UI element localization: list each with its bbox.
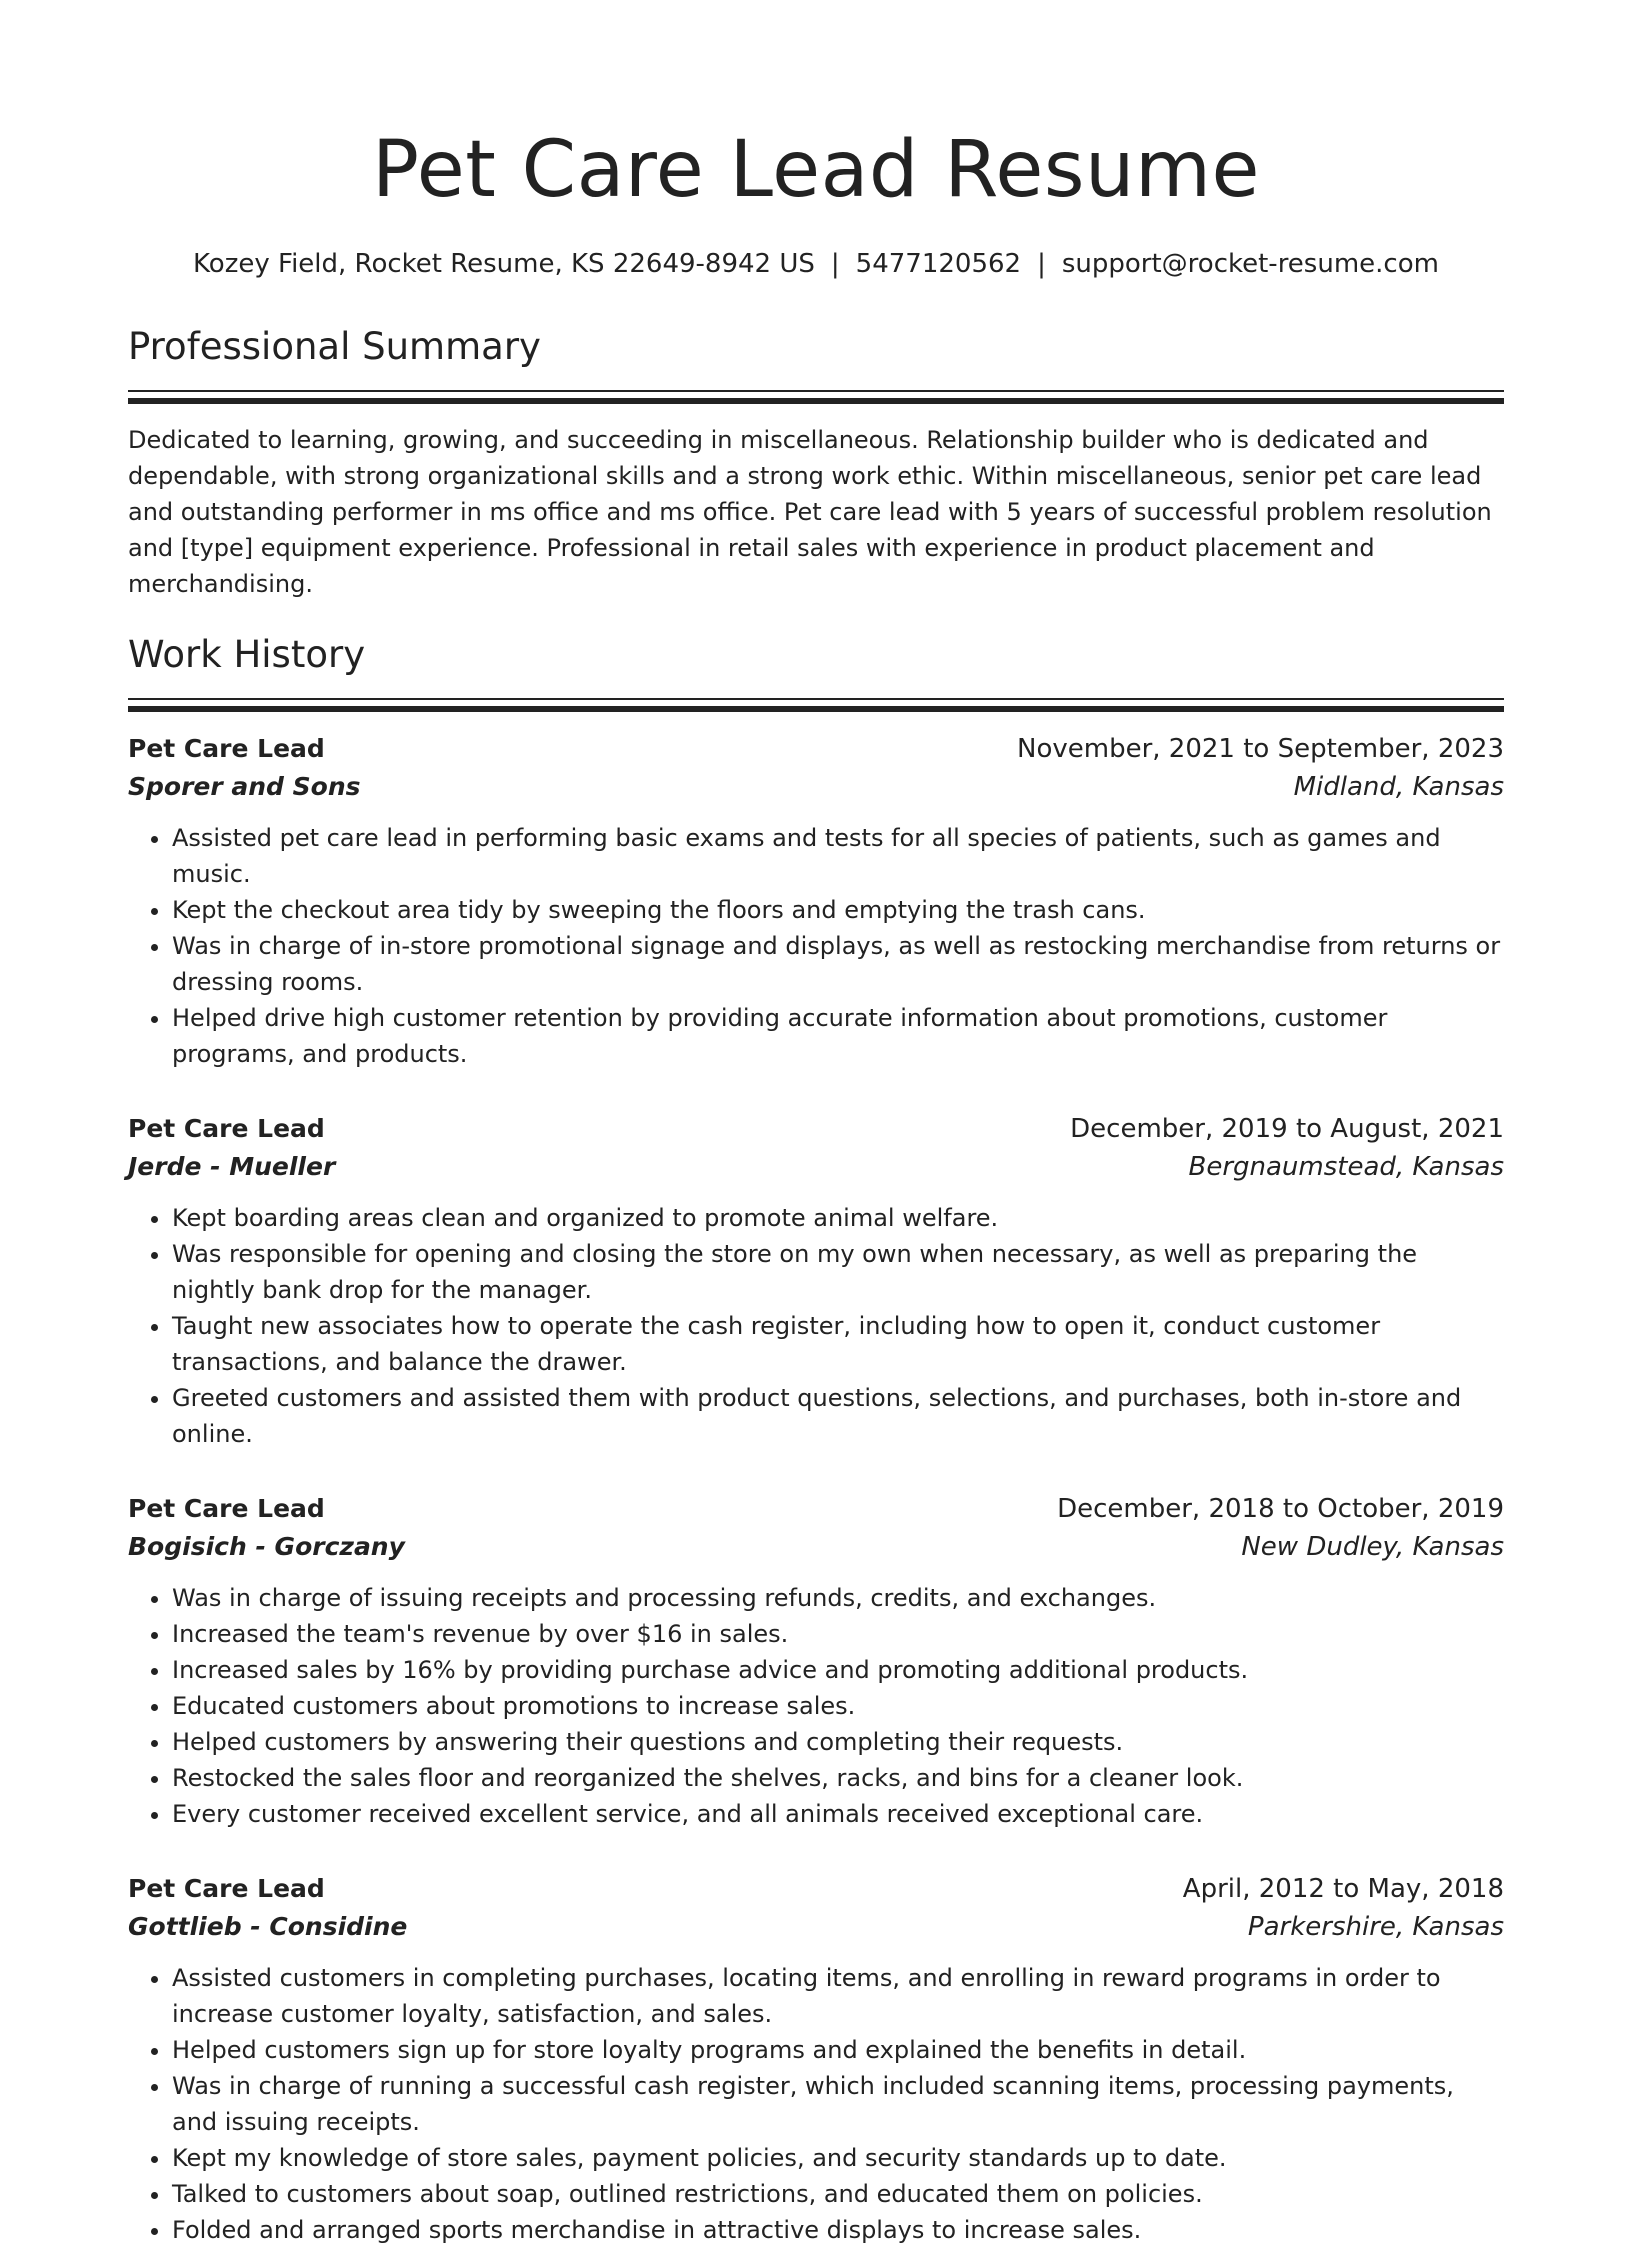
- job-bullet: • Taught new associates how to operate the cash register, including how to open it, conduct customer transactions, and balance the drawer.: [172, 1308, 1504, 1380]
- job-bullet: • Was in charge of running a successful cash register, which included scanning items, processing payments, and issuing receipts.: [172, 2068, 1504, 2140]
- job-company: Jerde - Mueller: [128, 1152, 336, 1181]
- job-title: Pet Care Lead: [128, 1874, 325, 1903]
- job-bullet: • Kept boarding areas clean and organized to promote animal welfare.: [172, 1200, 1504, 1236]
- job-title: Pet Care Lead: [128, 1114, 325, 1143]
- job-bullet: • Kept the checkout area tidy by sweeping the floors and emptying the trash cans.: [172, 892, 1504, 928]
- contact-line: [128, 246, 1504, 282]
- job-bullet: • Greeted customers and assisted them with product questions, selections, and purchases, both in-store and online.: [172, 1380, 1504, 1452]
- contact-email: support@rocket-resume.com: [1061, 249, 1439, 279]
- job-title: Pet Care Lead: [128, 1494, 325, 1523]
- job-header-row: [128, 1490, 1504, 1528]
- job-bullet: • Was responsible for opening and closing the store on my own when necessary, as well as preparing the nightly bank drop for the manager.: [172, 1236, 1504, 1308]
- job-bullet: • Helped customers by answering their questions and completing their requests.: [172, 1724, 1504, 1760]
- job-dates: November, 2021 to September, 2023: [1017, 734, 1504, 764]
- job-bullet: • Every customer received excellent service, and all animals received exceptional care.: [172, 1796, 1504, 1832]
- job-company-row: [128, 1528, 1504, 1566]
- job-bullet-list: [128, 1960, 1504, 2248]
- job-bullet: • Kept my knowledge of store sales, payment policies, and security standards up to date.: [172, 2140, 1504, 2176]
- summary-heading: Professional Summary: [128, 325, 541, 368]
- job-entry: [128, 1870, 1504, 2248]
- job-bullet-list: [128, 1200, 1504, 1452]
- job-bullet: • Helped customers sign up for store loyalty programs and explained the benefits in detail.: [172, 2032, 1504, 2068]
- job-bullet: • Helped drive high customer retention by providing accurate information about promotions, customer programs, and products.: [172, 1000, 1504, 1072]
- section-divider-thin: [128, 698, 1504, 700]
- section-divider-thick: [128, 706, 1504, 712]
- job-company: Gottlieb - Considine: [128, 1912, 408, 1941]
- job-bullet: • Assisted pet care lead in performing basic exams and tests for all species of patients, such as games and music.: [172, 820, 1504, 892]
- job-bullet: • Increased the team's revenue by over $16 in sales.: [172, 1616, 1504, 1652]
- section-divider-thick: [128, 398, 1504, 404]
- job-bullet: • Talked to customers about soap, outlined restrictions, and educated them on policies.: [172, 2176, 1504, 2212]
- job-location: Parkershire, Kansas: [1247, 1912, 1504, 1942]
- job-dates: December, 2019 to August, 2021: [1070, 1114, 1504, 1144]
- job-bullet: • Folded and arranged sports merchandise in attractive displays to increase sales.: [172, 2212, 1504, 2248]
- job-bullet: • Increased sales by 16% by providing purchase advice and promoting additional products.: [172, 1652, 1504, 1688]
- job-bullet-list: [128, 1580, 1504, 1832]
- job-bullet: • Educated customers about promotions to increase sales.: [172, 1688, 1504, 1724]
- job-company: Sporer and Sons: [128, 772, 361, 801]
- contact-phone: 5477120562: [855, 249, 1022, 279]
- section-divider-thin: [128, 390, 1504, 392]
- job-bullet: • Was in charge of issuing receipts and processing refunds, credits, and exchanges.: [172, 1580, 1504, 1616]
- job-bullet: • Was in charge of in-store promotional signage and displays, as well as restocking merchandise from returns or dressing rooms.: [172, 928, 1504, 1000]
- resume-title: Pet Care Lead Resume: [372, 125, 1260, 215]
- job-header-row: [128, 1870, 1504, 1908]
- contact-address: Kozey Field, Rocket Resume, KS 22649-8942 US: [193, 249, 815, 279]
- contact-separator: |: [1037, 249, 1046, 279]
- job-location: Bergnaumstead, Kansas: [1188, 1152, 1504, 1182]
- job-location: New Dudley, Kansas: [1241, 1532, 1504, 1562]
- job-company: Bogisich - Gorczany: [128, 1532, 405, 1561]
- summary-text: Dedicated to learning, growing, and succeeding in miscellaneous. Relationship builder who is dedicated and dependable, with strong organizational skills and a strong work ethic. Within miscellaneous, senior pet care lead and outstanding performer in ms office and ms office. Pet care lead with 5 years of successful problem resolution and [type] equipment experience. Professional in retail sales with experience in product placement and merchandising.: [128, 426, 1492, 598]
- job-location: Midland, Kansas: [1293, 772, 1504, 802]
- job-entry: [128, 1110, 1504, 1452]
- job-entry: [128, 1490, 1504, 1832]
- job-dates: April, 2012 to May, 2018: [1182, 1874, 1504, 1904]
- job-header-row: [128, 730, 1504, 768]
- work-history-heading: Work History: [128, 633, 366, 676]
- job-company-row: [128, 1908, 1504, 1946]
- job-company-row: [128, 768, 1504, 806]
- contact-separator: |: [830, 249, 840, 279]
- job-company-row: [128, 1148, 1504, 1186]
- job-bullet-list: [128, 820, 1504, 1072]
- job-header-row: [128, 1110, 1504, 1148]
- job-bullet: • Assisted customers in completing purchases, locating items, and enrolling in reward programs in order to increase customer loyalty, satisfaction, and sales.: [172, 1960, 1504, 2032]
- job-bullet: • Restocked the sales floor and reorganized the shelves, racks, and bins for a cleaner look.: [172, 1760, 1504, 1796]
- job-title: Pet Care Lead: [128, 734, 325, 763]
- job-dates: December, 2018 to October, 2019: [1057, 1494, 1504, 1524]
- job-entry: [128, 730, 1504, 1072]
